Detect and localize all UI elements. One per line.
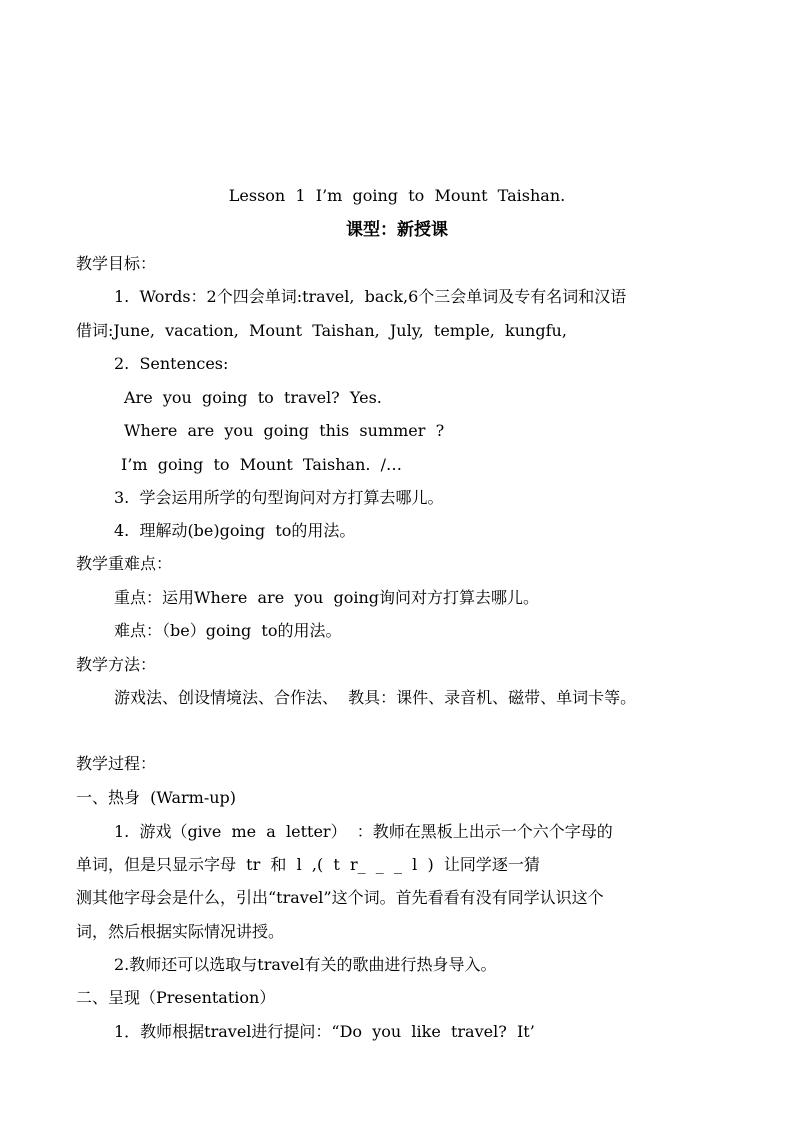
warmup-1-line-3: 测其他字母会是什么，引出“travel”这个词。首先看看有没有同学认识这个 bbox=[76, 888, 604, 907]
sentence-3: I’m going to Mount Taishan. /… bbox=[121, 455, 403, 474]
sentence-1: Are you going to travel? Yes. bbox=[124, 388, 382, 407]
sentence-2: Where are you going this summer ? bbox=[124, 421, 445, 440]
key-point-difficulty: 难点：（be）going to的用法。 bbox=[114, 621, 342, 640]
warmup-2: 2.教师还可以选取与travel有关的歌曲进行热身导入。 bbox=[114, 955, 497, 974]
objective-2: 2. Sentences: bbox=[114, 354, 229, 373]
methods-heading: 教学方法： bbox=[76, 655, 157, 674]
key-point-focus: 重点：运用Where are you going询问对方打算去哪儿。 bbox=[114, 588, 540, 607]
presentation-1: 1．教师根据travel进行提问：“Do you like travel? It’ bbox=[114, 1022, 535, 1041]
objective-3: 3. 学会运用所学的句型询问对方打算去哪儿。 bbox=[114, 488, 444, 507]
page-title: Lesson 1 I’m going to Mount Taishan. bbox=[228, 186, 566, 205]
methods-content: 游戏法、创设情境法、合作法、 教具：课件、录音机、磁带、单词卡等。 bbox=[114, 688, 637, 707]
presentation-heading: 二、呈现（Presentation） bbox=[76, 988, 276, 1007]
objective-1-line-2: 借词:June, vacation, Mount Taishan, July, temple, kungfu, bbox=[76, 321, 567, 340]
objectives-heading: 教学目标： bbox=[76, 254, 157, 273]
warmup-1-line-1: 1. 游戏（give me a letter） ：教师在黑板上出示一个六个字母的 bbox=[114, 822, 613, 841]
objective-1-line-1: 1. Words：2个四会单词:travel, back,6个三会单词及专有名词和汉语 bbox=[114, 287, 627, 306]
lesson-type: 课型：新授课 bbox=[346, 220, 448, 240]
objective-4: 4. 理解动(be)going to的用法。 bbox=[114, 521, 356, 540]
warmup-1-line-4: 词，然后根据实际情况讲授。 bbox=[76, 922, 285, 941]
process-heading: 教学过程： bbox=[76, 754, 157, 773]
warmup-heading: 一、热身 (Warm-up) bbox=[76, 788, 237, 807]
key-points-heading: 教学重难点： bbox=[76, 554, 173, 573]
warmup-1-line-2: 单词，但是只显示字母 tr 和 l ,( t r_ _ _ l ) 让同学逐一猜 bbox=[76, 855, 540, 874]
